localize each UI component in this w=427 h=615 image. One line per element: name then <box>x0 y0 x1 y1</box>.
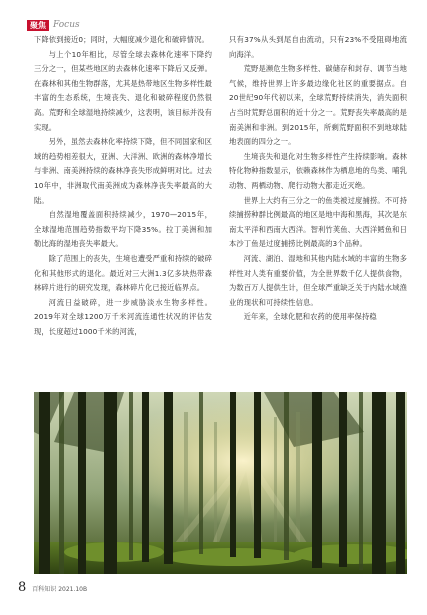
paragraph: 自然湿地覆盖面积持续减少，1970—2015年，全球湿地范围趋势指数平均下降35%。拉丁美洲和加勒比海的湿地丧失率最大。 <box>34 210 212 249</box>
paragraph: 只有37%从头到尾自由流动，只有23%不受阻碍地流向海洋。 <box>229 35 407 59</box>
paragraph: 近年来，全球化肥和农药的使用率保持稳 <box>243 312 377 322</box>
paragraph: 除了范围上的丧失，生境也遭受严重和持续的破碎化和其他形式的退化。最近对三大洲1.3亿多块热带森林碎片进行的研究发现，森林碎片化已接近临界点。 <box>34 253 212 293</box>
page-footer <box>18 581 87 594</box>
paragraph: 与上个10年相比，尽管全球去森林化速率下降约三分之一，但某些地区的去森林化速率下降后又反弹。在森林和其他生物群落，尤其是热带地区生物多样性最丰富的生态系统，生境丧失、退化和破碎程度仍然很高。荒野和全球湿地持续减少，这表明，该目标并没有实现。 <box>34 49 212 132</box>
section-badge: 聚焦 <box>27 20 49 31</box>
right-column <box>229 33 407 325</box>
left-column <box>34 33 212 339</box>
page-number: 8 <box>18 580 27 595</box>
paragraph: 荒野是濒危生物多样性、碳储存和封存、调节当地气候，维持世界上许多最边缘化社区的重要据点。自20世纪90年代初以来，全球荒野持续消失，消失面积占当时荒野总面积的近十分之一。荒野丧失率最高的是南美洲和非洲。到2015年，所剩荒野面积不到地球陆地表面的四分之一。 <box>229 64 407 147</box>
section-english: Focus <box>53 20 80 30</box>
paragraph: 河流日益破碎，进一步威胁淡水生物多样性。2019年对全球1200万千米河流连通性状况的评估发现，长度超过1000千米的河流， <box>34 297 212 336</box>
paragraph: 世界上大约有三分之一的鱼类被过度捕捞。不可持续捕捞种群比例最高的地区是地中海和黑海，其次是东南太平洋和西南大西洋。智利竹荚鱼、大西洋鳕鱼和日本沙丁鱼是过度捕捞比例最高的3个品种。 <box>229 195 407 249</box>
paragraph: 另外，虽然去森林化率持续下降，但不同国家和区域的趋势相差很大，亚洲、大洋洲、欧洲的森林净增长与非洲、南美洲持续的森林净丧失形成鲜明对比。过去10年中，非洲取代南美洲成为森林净丧失率最高的大陆。 <box>34 137 212 205</box>
paragraph: 生境丧失和退化对生物多样性产生持续影响。森林特化物种指数显示，依赖森林作为栖息地的鸟类、哺乳动物、两栖动物、爬行动物大都走近灭绝。 <box>229 151 407 190</box>
publication-info: 百科知识 2021.10B <box>32 586 88 593</box>
forest-photo <box>34 392 407 574</box>
paragraph: 河流、湖泊、湿地和其他内陆水域的丰富的生物多样性对人类有重要价值，为全世界数千亿人提供食物，为数百万人提供生计，但全球严重缺乏关于内陆水域渔业的现状和可持续性信息。 <box>229 253 407 307</box>
section-header <box>27 18 80 32</box>
paragraph: 下降依到接近0；同时，大幅度减少退化和破碎情况。 <box>34 35 209 44</box>
